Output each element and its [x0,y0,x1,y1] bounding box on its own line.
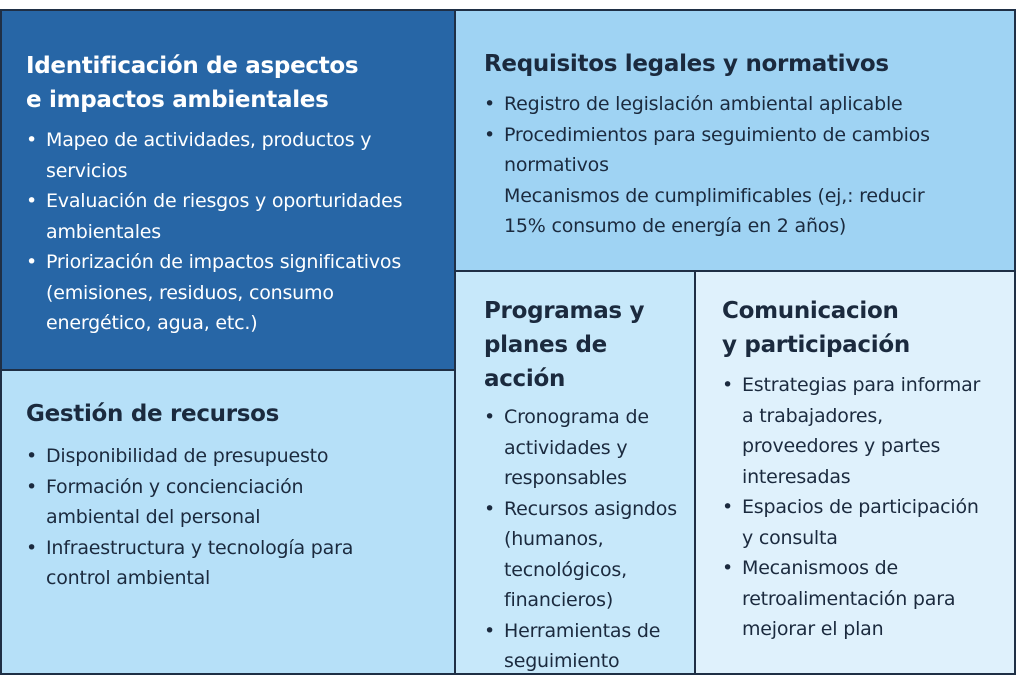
item-list [26,441,434,594]
list-item: • Estrategias para informar [722,370,1000,401]
list-item: • Procedimientos para seguimiento de cambios [484,120,994,151]
list-item: • Mapeo de actividades, productos y [26,125,434,156]
list-item-continuation: normativos [504,154,609,176]
list-item-continuation: retroalimentación para [742,587,956,610]
list-item: • Mecanismoos de [722,553,1000,584]
item-list [484,402,682,675]
panel-identificacion [0,9,456,371]
title-line: Requisitos legales y normativos [484,51,889,77]
item-list [722,370,1000,645]
list-item-continuation: ambientales [46,220,161,243]
list-item-continuation: servicios [46,159,128,182]
panel-title [484,47,994,81]
list-item-continuation: ambiental del personal [46,506,261,528]
list-item-continuation: Mecanismos de cumplimificables (ej,: reducir [504,184,925,207]
panel-title [484,294,682,396]
list-item-continuation: proveedores y partes [742,435,941,457]
title-line: Programas y [484,298,645,324]
list-item-continuation: seguimiento [504,650,620,672]
item-list [484,89,994,242]
item-list [26,125,434,339]
list-item-continuation: y consulta [742,526,838,549]
list-item-continuation: responsables [504,467,627,489]
list-item-continuation: actividades y [504,436,628,459]
list-item-continuation: interesadas [742,465,851,488]
list-item-continuation: control ambiental [46,567,211,589]
list-item: • Priorización de impactos significativos [26,247,434,278]
list-item-continuation: a trabajadores, [742,404,883,427]
list-item: • Espacios de participación [722,492,1000,523]
list-item: • Disponibilidad de presupuesto [26,441,434,472]
list-item-continuation: (humanos, [504,528,604,550]
list-item-continuation: tecnológicos, [504,558,627,581]
title-line: Comunicacion [722,298,899,324]
list-item: • Cronograma de [484,402,682,433]
title-line: Identificación de aspectos [26,53,359,79]
panel-comunicacion [694,270,1016,675]
list-item: • Evaluación de riesgos y oporturidades [26,186,434,217]
list-item-continuation: financieros) [504,589,614,611]
list-item-continuation: 15% consumo de energía en 2 años) [504,215,847,237]
title-line: e impactos ambientales [26,87,329,113]
list-item: • Recursos asigndos [484,494,682,525]
list-item: • Infraestructura y tecnología para [26,533,434,564]
panel-programas [454,270,696,675]
list-item: • Herramientas de [484,616,682,647]
list-item-continuation: mejorar el plan [742,618,884,640]
title-line: planes de acción [484,332,607,392]
panel-title [26,49,434,117]
panel-requisitos [454,9,1016,272]
list-item-continuation: energético, agua, etc.) [46,312,258,334]
panel-title [722,294,1000,362]
panel-title [26,397,434,431]
panel-recursos [0,369,456,675]
list-item: • Registro de legislación ambiental aplicable [484,89,994,120]
list-item: • Formación y concienciación [26,472,434,503]
title-line: Gestión de recursos [26,401,280,427]
title-line: y participación [722,332,910,358]
list-item-continuation: (emisiones, residuos, consumo [46,281,334,304]
